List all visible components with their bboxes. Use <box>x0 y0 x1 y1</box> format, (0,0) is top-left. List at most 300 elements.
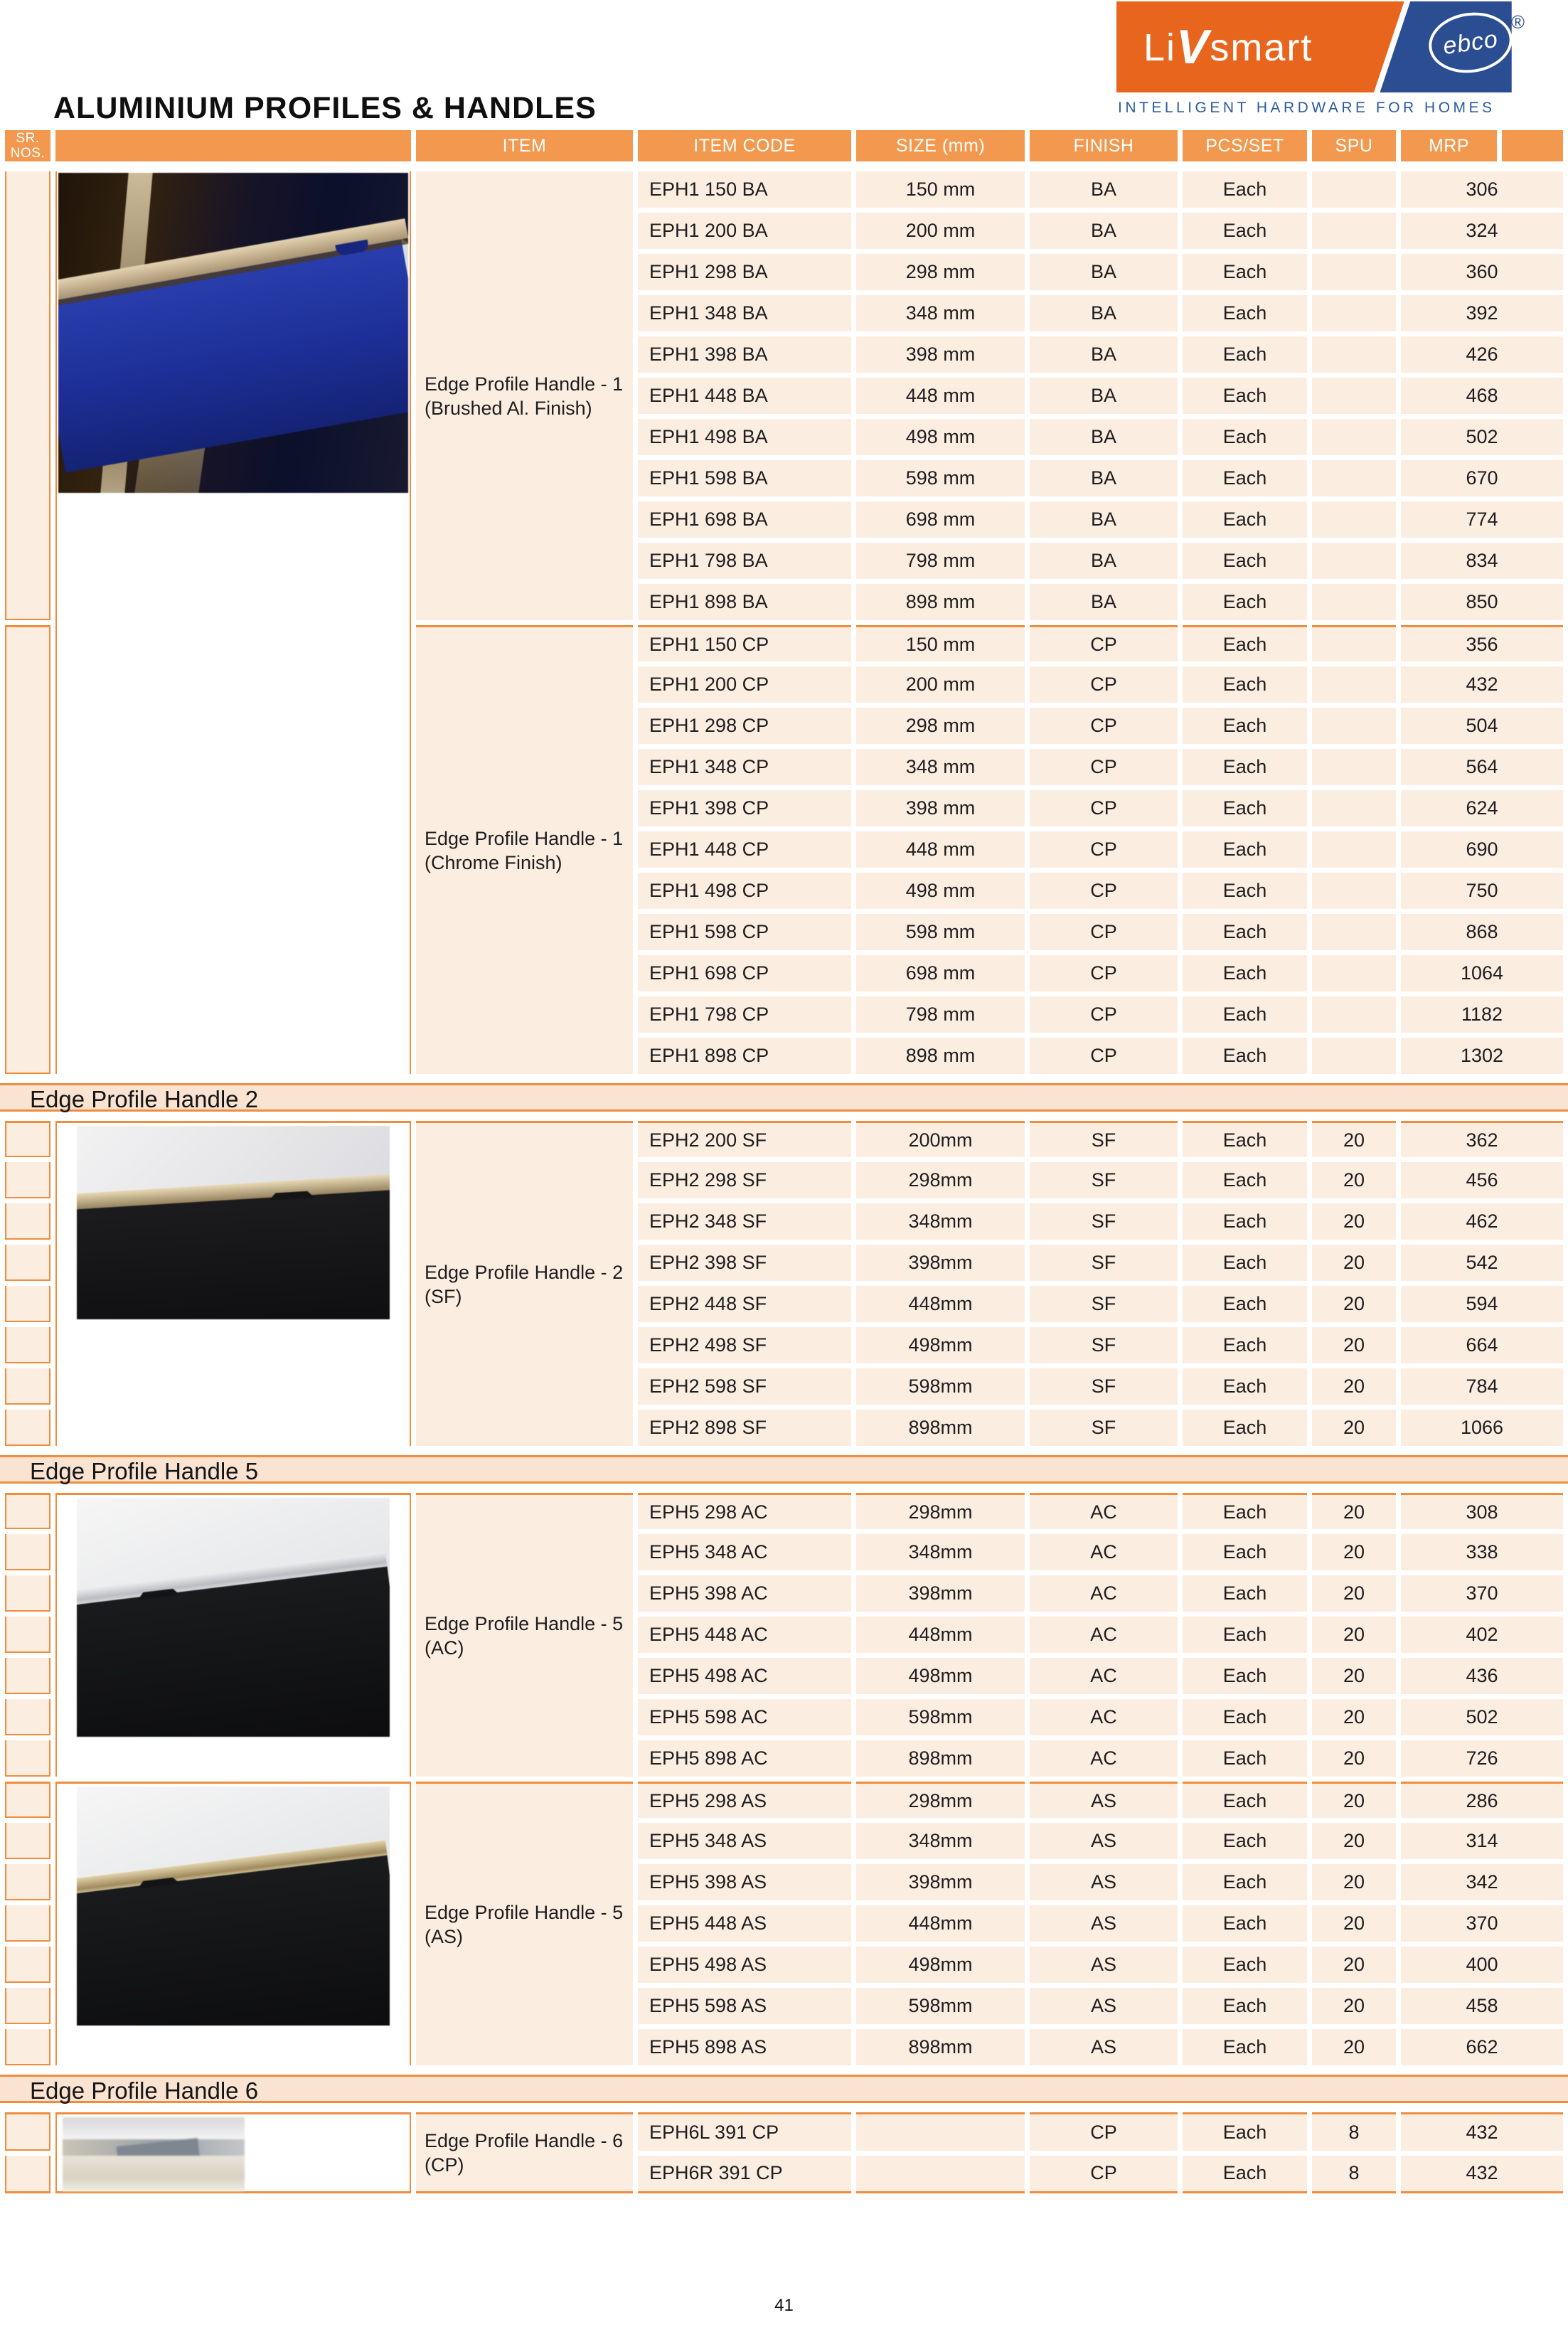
section-band-eph5: Edge Profile Handle 5 <box>0 1455 1568 1484</box>
size-cell: 398 mm <box>856 790 1025 826</box>
size-cell: 598mm <box>856 1988 1025 2024</box>
item-finish: (Chrome Finish) <box>425 852 562 873</box>
item-code-cell: EPH1 798 BA <box>638 543 851 579</box>
mrp-cell: 436 <box>1401 1658 1563 1694</box>
photo-part <box>77 1841 388 1896</box>
price-table-eph1 <box>0 166 1568 1079</box>
spu-cell: 20 <box>1312 1617 1396 1653</box>
size-cell: 498mm <box>856 1658 1025 1694</box>
mrp-cell: 370 <box>1401 1905 1563 1942</box>
item-code-cell: EPH1 698 BA <box>638 501 851 538</box>
column-header-spu: SPU <box>1312 130 1396 161</box>
spu-cell: 20 <box>1312 1740 1396 1777</box>
finish-cell: AC <box>1030 1534 1178 1570</box>
pcs-set-cell: Each <box>1183 1864 1307 1900</box>
pcs-set-cell: Each <box>1183 1327 1307 1363</box>
pcs-set-cell: Each <box>1183 501 1307 538</box>
spu-cell <box>1312 873 1396 909</box>
item-name: Edge Profile Handle - 5 <box>425 1902 624 1923</box>
finish-cell: CP <box>1030 831 1178 868</box>
photo-part <box>77 1853 390 2026</box>
item-code-cell: EPH2 298 SF <box>638 1162 851 1198</box>
spu-cell <box>1312 1038 1396 1074</box>
item-code-cell: EPH2 398 SF <box>638 1245 851 1281</box>
pcs-set-cell: Each <box>1183 2156 1307 2194</box>
item-finish: (AS) <box>425 1926 463 1947</box>
size-cell: 448 mm <box>856 831 1025 868</box>
ebco-logo: ebco <box>1425 7 1517 78</box>
finish-cell: CP <box>1030 1038 1178 1074</box>
finish-cell: AC <box>1030 1658 1178 1694</box>
size-cell: 298 mm <box>856 254 1025 290</box>
item-code-cell: EPH5 898 AC <box>638 1740 851 1777</box>
item-code-cell: EPH2 200 SF <box>638 1121 851 1157</box>
spu-cell: 20 <box>1312 1988 1396 2024</box>
spu-cell: 20 <box>1312 1368 1396 1405</box>
finish-cell: AS <box>1030 1988 1178 2024</box>
sr-cell <box>5 2029 50 2065</box>
pcs-set-cell: Each <box>1183 2112 1307 2151</box>
pcs-set-cell: Each <box>1183 914 1307 950</box>
size-cell: 348 mm <box>856 749 1025 785</box>
item-code-cell: EPH1 898 CP <box>638 1038 851 1074</box>
item-code-cell: EPH1 498 BA <box>638 419 851 455</box>
mrp-cell: 1066 <box>1401 1410 1563 1446</box>
column-header-item-code: ITEM CODE <box>638 130 851 161</box>
finish-cell: BA <box>1030 336 1178 373</box>
spu-cell <box>1312 625 1396 661</box>
spu-cell: 20 <box>1312 1905 1396 1942</box>
finish-cell: AS <box>1030 1823 1178 1859</box>
item-code-cell: EPH1 448 BA <box>638 378 851 414</box>
item-code-cell: EPH5 898 AS <box>638 2029 851 2065</box>
mrp-cell: 426 <box>1401 336 1563 373</box>
finish-cell: BA <box>1030 419 1178 455</box>
spu-cell <box>1312 295 1396 331</box>
spu-cell <box>1312 213 1396 249</box>
size-cell: 398mm <box>856 1245 1025 1281</box>
spu-cell: 20 <box>1312 1121 1396 1157</box>
item-code-cell: EPH1 698 CP <box>638 955 851 991</box>
spu-cell: 20 <box>1312 1286 1396 1322</box>
mrp-cell: 286 <box>1401 1782 1563 1818</box>
product-photo-cell <box>55 1493 411 1777</box>
pcs-set-cell: Each <box>1183 584 1307 620</box>
item-name: Edge Profile Handle - 6 <box>425 2130 624 2151</box>
spu-cell: 20 <box>1312 1823 1396 1859</box>
column-header-blank <box>55 130 411 161</box>
mrp-cell: 392 <box>1401 295 1563 331</box>
spu-cell <box>1312 831 1396 868</box>
finish-cell: SF <box>1030 1162 1178 1198</box>
finish-cell: SF <box>1030 1121 1178 1157</box>
item-code-cell: EPH5 298 AC <box>638 1493 851 1529</box>
item-code-cell: EPH5 348 AC <box>638 1534 851 1570</box>
brand-tagline: INTELLIGENT HARDWARE FOR HOMES <box>1118 100 1495 116</box>
size-cell: 598mm <box>856 1368 1025 1405</box>
pcs-set-cell: Each <box>1183 708 1307 744</box>
pcs-set-cell: Each <box>1183 1038 1307 1074</box>
spu-cell <box>1312 708 1396 744</box>
pcs-set-cell: Each <box>1183 254 1307 290</box>
finish-cell: BA <box>1030 171 1178 208</box>
sr-cell <box>5 1823 50 1859</box>
pcs-set-cell: Each <box>1183 1905 1307 1942</box>
pcs-set-cell: Each <box>1183 996 1307 1033</box>
pcs-set-cell: Each <box>1183 2029 1307 2065</box>
pcs-set-cell: Each <box>1183 749 1307 785</box>
spu-cell: 20 <box>1312 2029 1396 2065</box>
spu-cell: 20 <box>1312 1493 1396 1529</box>
spu-cell <box>1312 584 1396 620</box>
finish-cell: SF <box>1030 1245 1178 1281</box>
sr-cell <box>5 1740 50 1777</box>
mrp-cell: 1064 <box>1401 955 1563 991</box>
photo-part <box>58 238 408 473</box>
item-name: Edge Profile Handle - 2 <box>425 1262 624 1283</box>
item-code-cell: EPH5 448 AS <box>638 1905 851 1942</box>
item-code-cell: EPH1 398 CP <box>638 790 851 826</box>
item-code-cell: EPH5 598 AC <box>638 1699 851 1735</box>
sr-cell <box>5 1327 50 1363</box>
column-header-finish: FINISH <box>1030 130 1178 161</box>
sr-cell <box>5 1410 50 1446</box>
section-band-eph2: Edge Profile Handle 2 <box>0 1083 1568 1112</box>
mrp-cell: 362 <box>1401 1121 1563 1157</box>
finish-cell: AS <box>1030 1905 1178 1942</box>
size-cell: 798 mm <box>856 996 1025 1033</box>
livsmart-ebco-logo <box>1116 1 1525 92</box>
item-name: Edge Profile Handle - 1 <box>425 373 624 395</box>
sr-cell <box>5 1699 50 1735</box>
mrp-cell: 462 <box>1401 1203 1563 1240</box>
mrp-cell: 370 <box>1401 1575 1563 1612</box>
pcs-set-cell: Each <box>1183 171 1307 208</box>
finish-cell: CP <box>1030 914 1178 950</box>
spu-cell: 20 <box>1312 1245 1396 1281</box>
item-code-cell: EPH5 398 AS <box>638 1864 851 1900</box>
mrp-cell: 750 <box>1401 873 1563 909</box>
mrp-cell: 1182 <box>1401 996 1563 1033</box>
pcs-set-cell: Each <box>1183 1699 1307 1735</box>
column-header-size-mm-: SIZE (mm) <box>856 130 1025 161</box>
sr-cell <box>5 625 50 1074</box>
finish-cell: CP <box>1030 2112 1178 2151</box>
mrp-cell: 504 <box>1401 708 1563 744</box>
item-code-cell: EPH2 598 SF <box>638 1368 851 1405</box>
item-code-cell: EPH5 598 AS <box>638 1988 851 2024</box>
spu-cell: 20 <box>1312 1947 1396 1983</box>
item-code-cell: EPH5 448 AC <box>638 1617 851 1653</box>
mrp-cell: 624 <box>1401 790 1563 826</box>
column-header-blank <box>1502 130 1563 161</box>
size-cell: 448mm <box>856 1286 1025 1322</box>
finish-cell: CP <box>1030 708 1178 744</box>
size-cell: 298mm <box>856 1162 1025 1198</box>
pcs-set-cell: Each <box>1183 790 1307 826</box>
pcs-set-cell: Each <box>1183 1493 1307 1529</box>
mrp-cell: 456 <box>1401 1162 1563 1198</box>
finish-cell: AC <box>1030 1740 1178 1777</box>
mrp-cell: 774 <box>1401 501 1563 538</box>
pcs-set-cell: Each <box>1183 1534 1307 1570</box>
mrp-cell: 1302 <box>1401 1038 1563 1074</box>
finish-cell: AC <box>1030 1493 1178 1529</box>
sr-cell <box>5 1905 50 1942</box>
mrp-cell: 306 <box>1401 171 1563 208</box>
finish-cell: AC <box>1030 1699 1178 1735</box>
sr-cell <box>5 1658 50 1694</box>
photo-part <box>77 1565 390 1737</box>
pcs-set-cell: Each <box>1183 336 1307 373</box>
pcs-set-cell: Each <box>1183 1368 1307 1405</box>
item-code-cell: EPH2 498 SF <box>638 1327 851 1363</box>
size-cell: 498 mm <box>856 873 1025 909</box>
section-band-eph6: Edge Profile Handle 6 <box>0 2075 1568 2103</box>
spu-cell <box>1312 378 1396 414</box>
page-number: 41 <box>774 2296 794 2315</box>
pcs-set-cell: Each <box>1183 1410 1307 1446</box>
blue-drawer-aluminium-edge-handle-photo <box>58 173 408 493</box>
finish-cell: BA <box>1030 584 1178 620</box>
spu-cell <box>1312 914 1396 950</box>
spu-cell <box>1312 790 1396 826</box>
table-header-row <box>0 125 1568 166</box>
size-cell: 398mm <box>856 1864 1025 1900</box>
spu-cell: 20 <box>1312 1327 1396 1363</box>
mrp-cell: 784 <box>1401 1368 1563 1405</box>
pcs-set-cell: Each <box>1183 625 1307 661</box>
mrp-cell: 502 <box>1401 419 1563 455</box>
mrp-cell: 360 <box>1401 254 1563 290</box>
item-code-cell: EPH1 598 CP <box>638 914 851 950</box>
finish-cell: CP <box>1030 873 1178 909</box>
spu-cell <box>1312 254 1396 290</box>
spu-cell: 8 <box>1312 2112 1396 2151</box>
sr-cell <box>5 1617 50 1653</box>
size-cell: 200mm <box>856 1121 1025 1157</box>
finish-cell: BA <box>1030 295 1178 331</box>
photo-part <box>77 1552 388 1607</box>
mrp-cell: 458 <box>1401 1988 1563 2024</box>
sr-cell <box>5 2156 50 2194</box>
sr-cell <box>5 1162 50 1198</box>
mrp-cell: 432 <box>1401 666 1563 703</box>
product-photo-cell <box>55 1782 411 2065</box>
finish-cell: CP <box>1030 955 1178 991</box>
black-panel-brass-edge-handle-photo <box>77 1787 390 2026</box>
size-cell: 598 mm <box>856 914 1025 950</box>
sr-cell <box>5 2112 50 2151</box>
pcs-set-cell: Each <box>1183 873 1307 909</box>
size-cell: 398mm <box>856 1575 1025 1612</box>
finish-cell: CP <box>1030 749 1178 785</box>
sr-cell <box>5 1988 50 2024</box>
size-cell: 698 mm <box>856 501 1025 538</box>
mrp-cell: 338 <box>1401 1534 1563 1570</box>
spu-cell <box>1312 336 1396 373</box>
finish-cell: AS <box>1030 1947 1178 1983</box>
pcs-set-cell: Each <box>1183 831 1307 868</box>
spu-cell: 20 <box>1312 1534 1396 1570</box>
black-panel-silver-edge-handle-photo <box>77 1498 390 1737</box>
sr-cell <box>5 1575 50 1612</box>
price-table-area <box>0 125 1568 2198</box>
item-code-cell: EPH6R 391 CP <box>638 2156 851 2194</box>
size-cell: 498mm <box>856 1947 1025 1983</box>
finish-cell: AS <box>1030 2029 1178 2065</box>
spu-cell <box>1312 666 1396 703</box>
column-header-sr-nos-: SR. NOS. <box>5 130 50 161</box>
finish-cell: SF <box>1030 1368 1178 1405</box>
item-name: Edge Profile Handle - 1 <box>425 828 624 849</box>
mrp-cell: 314 <box>1401 1823 1563 1859</box>
spu-cell: 20 <box>1312 1162 1396 1198</box>
price-table-eph6 <box>0 2107 1568 2198</box>
mrp-cell: 356 <box>1401 625 1563 661</box>
item-code-cell: EPH2 448 SF <box>638 1286 851 1322</box>
spu-cell: 20 <box>1312 1410 1396 1446</box>
item-name: Edge Profile Handle - 5 <box>425 1613 624 1634</box>
size-cell: 348 mm <box>856 295 1025 331</box>
item-code-cell: EPH5 498 AC <box>638 1658 851 1694</box>
product-photo-cell <box>55 2112 411 2193</box>
item-code-cell: EPH1 298 CP <box>638 708 851 744</box>
item-code-cell: EPH1 798 CP <box>638 996 851 1033</box>
column-header-item: ITEM <box>416 130 633 161</box>
finish-cell: CP <box>1030 996 1178 1033</box>
spu-cell: 20 <box>1312 1658 1396 1694</box>
size-cell: 898 mm <box>856 1038 1025 1074</box>
item-cell <box>416 625 633 1074</box>
size-cell: 348mm <box>856 1203 1025 1240</box>
pcs-set-cell: Each <box>1183 1245 1307 1281</box>
item-code-cell: EPH1 898 BA <box>638 584 851 620</box>
finish-cell: SF <box>1030 1327 1178 1363</box>
item-code-cell: EPH1 598 BA <box>638 460 851 496</box>
item-code-cell: EPH1 448 CP <box>638 831 851 868</box>
sr-cell <box>5 1782 50 1818</box>
mrp-cell: 502 <box>1401 1699 1563 1735</box>
item-code-cell: EPH5 348 AS <box>638 1823 851 1859</box>
item-code-cell: EPH1 200 CP <box>638 666 851 703</box>
spu-cell <box>1312 419 1396 455</box>
spu-cell: 8 <box>1312 2156 1396 2194</box>
item-cell <box>416 1493 633 1777</box>
size-cell: 448mm <box>856 1617 1025 1653</box>
pcs-set-cell: Each <box>1183 1121 1307 1157</box>
item-code-cell: EPH2 898 SF <box>638 1410 851 1446</box>
size-cell: 398 mm <box>856 336 1025 373</box>
sr-cell <box>5 1245 50 1281</box>
item-code-cell: EPH5 498 AS <box>638 1947 851 1983</box>
pcs-set-cell: Each <box>1183 1658 1307 1694</box>
mrp-cell: 690 <box>1401 831 1563 868</box>
photo-part <box>63 2156 245 2191</box>
mrp-cell: 868 <box>1401 914 1563 950</box>
size-cell: 200 mm <box>856 213 1025 249</box>
item-code-cell: EPH6L 391 CP <box>638 2112 851 2151</box>
product-photo-cell <box>55 1121 411 1446</box>
size-cell: 448 mm <box>856 378 1025 414</box>
mrp-cell: 432 <box>1401 2156 1563 2194</box>
finish-cell: AS <box>1030 1782 1178 1818</box>
column-header-pcs-set: PCS/SET <box>1183 130 1307 161</box>
photo-part <box>77 1188 390 1319</box>
page-title: ALUMINIUM PROFILES & HANDLES <box>53 91 597 125</box>
finish-cell: CP <box>1030 666 1178 703</box>
pcs-set-cell: Each <box>1183 1286 1307 1322</box>
finish-cell: SF <box>1030 1286 1178 1322</box>
size-cell: 898mm <box>856 2029 1025 2065</box>
spu-cell: 20 <box>1312 1782 1396 1818</box>
pcs-set-cell: Each <box>1183 666 1307 703</box>
size-cell <box>856 2156 1025 2194</box>
size-cell: 298mm <box>856 1782 1025 1818</box>
item-code-cell: EPH1 348 CP <box>638 749 851 785</box>
spu-cell: 20 <box>1312 1575 1396 1612</box>
pcs-set-cell: Each <box>1183 213 1307 249</box>
mrp-cell: 542 <box>1401 1245 1563 1281</box>
registered-trademark-icon: ® <box>1510 11 1525 33</box>
size-cell: 298 mm <box>856 708 1025 744</box>
size-cell: 698 mm <box>856 955 1025 991</box>
sr-cell <box>5 1286 50 1322</box>
mrp-cell: 342 <box>1401 1864 1563 1900</box>
pcs-set-cell: Each <box>1183 543 1307 579</box>
mrp-cell: 400 <box>1401 1947 1563 1983</box>
pcs-set-cell: Each <box>1183 419 1307 455</box>
spu-cell: 20 <box>1312 1699 1396 1735</box>
finish-cell: AC <box>1030 1575 1178 1612</box>
pcs-set-cell: Each <box>1183 955 1307 991</box>
mrp-cell: 324 <box>1401 213 1563 249</box>
spu-cell <box>1312 955 1396 991</box>
finish-cell: CP <box>1030 790 1178 826</box>
pcs-set-cell: Each <box>1183 1823 1307 1859</box>
sr-cell <box>5 171 50 620</box>
pcs-set-cell: Each <box>1183 1947 1307 1983</box>
size-cell: 298mm <box>856 1493 1025 1529</box>
size-cell: 898 mm <box>856 584 1025 620</box>
item-code-cell: EPH1 200 BA <box>638 213 851 249</box>
item-code-cell: EPH5 298 AS <box>638 1782 851 1818</box>
size-cell: 898mm <box>856 1410 1025 1446</box>
item-finish: (SF) <box>425 1286 462 1307</box>
item-code-cell: EPH1 498 CP <box>638 873 851 909</box>
size-cell: 798 mm <box>856 543 1025 579</box>
mrp-cell: 670 <box>1401 460 1563 496</box>
item-code-cell: EPH1 348 BA <box>638 295 851 331</box>
sr-cell <box>5 1121 50 1157</box>
item-finish: (Brushed Al. Finish) <box>425 397 592 419</box>
spu-cell <box>1312 171 1396 208</box>
item-code-cell: EPH1 298 BA <box>638 254 851 290</box>
item-finish: (AC) <box>425 1637 464 1659</box>
item-code-cell: EPH5 398 AC <box>638 1575 851 1612</box>
item-cell <box>416 2112 633 2193</box>
pcs-set-cell: Each <box>1183 1162 1307 1198</box>
column-header-mrp: MRP <box>1401 130 1497 161</box>
size-cell: 898mm <box>856 1740 1025 1777</box>
brand-wordmark: LiVsmart <box>1143 20 1313 74</box>
pcs-set-cell: Each <box>1183 460 1307 496</box>
size-cell: 598 mm <box>856 460 1025 496</box>
finish-cell: CP <box>1030 625 1178 661</box>
pcs-set-cell: Each <box>1183 378 1307 414</box>
mrp-cell: 594 <box>1401 1286 1563 1322</box>
photo-part <box>77 1174 390 1210</box>
